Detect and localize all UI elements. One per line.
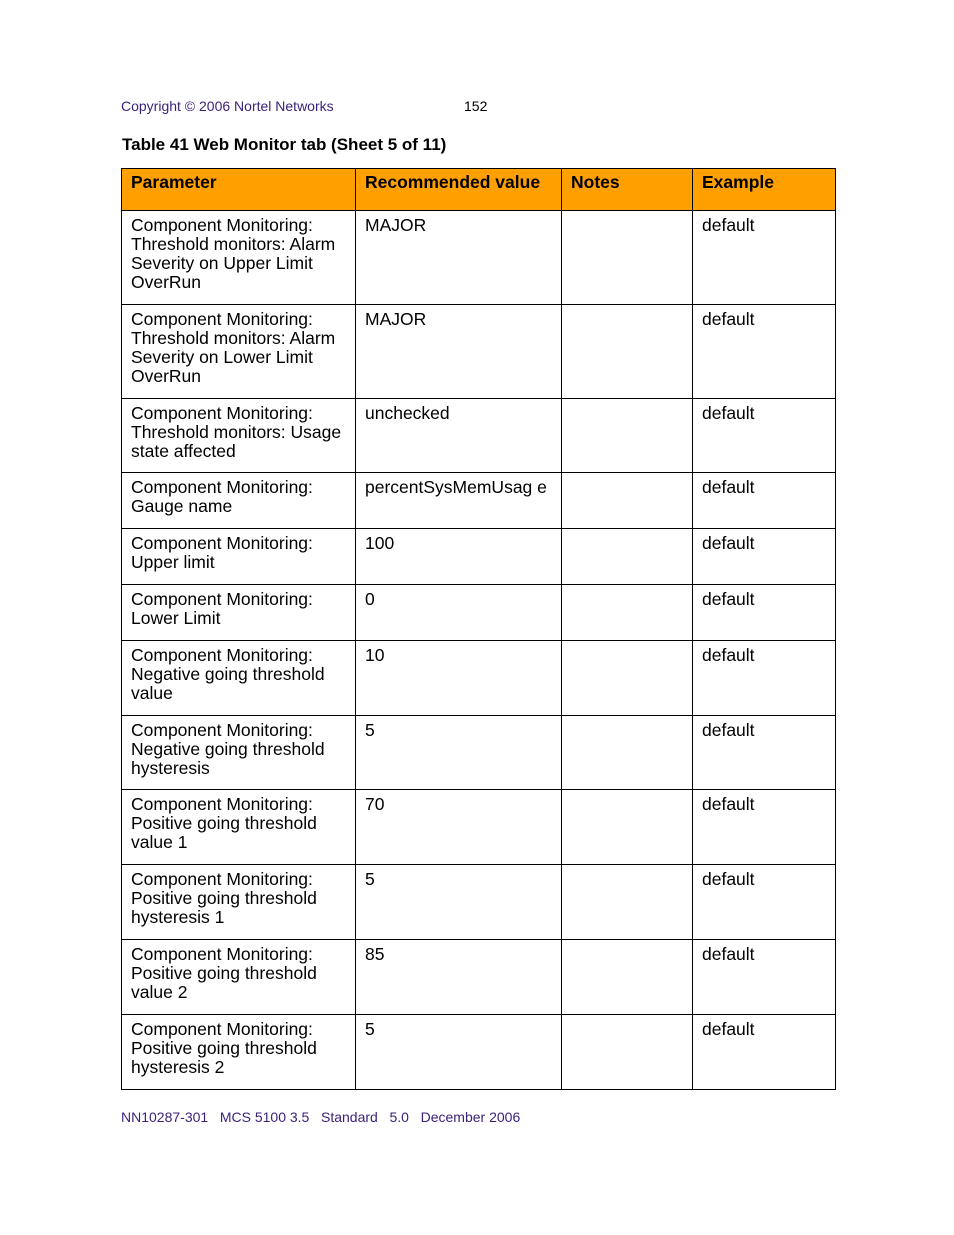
cell-example: default — [693, 1015, 836, 1090]
cell-recommended-value: 5 — [356, 865, 562, 940]
cell-parameter: Component Monitoring: Negative going threshold hysteresis — [122, 716, 356, 790]
page-header — [121, 98, 541, 118]
cell-example: default — [693, 399, 836, 473]
column-header-recommended-value: Recommended value — [356, 169, 562, 211]
cell-recommended-value: 10 — [356, 641, 562, 716]
cell-recommended-value: 5 — [356, 1015, 562, 1090]
cell-parameter: Component Monitoring: Positive going threshold hysteresis 1 — [122, 865, 356, 940]
table-row — [122, 940, 836, 1015]
cell-recommended-value: 5 — [356, 716, 562, 790]
cell-parameter: Component Monitoring: Upper limit — [122, 529, 356, 585]
cell-example: default — [693, 585, 836, 641]
cell-example: default — [693, 211, 836, 305]
table-row — [122, 1015, 836, 1090]
table-row — [122, 211, 836, 305]
table-row — [122, 865, 836, 940]
cell-recommended-value: MAJOR — [356, 305, 562, 399]
column-header-parameter: Parameter — [122, 169, 356, 211]
cell-recommended-value: 85 — [356, 940, 562, 1015]
cell-notes — [562, 305, 693, 399]
cell-parameter: Component Monitoring: Negative going threshold value — [122, 641, 356, 716]
table-row — [122, 641, 836, 716]
cell-parameter: Component Monitoring: Positive going threshold value 1 — [122, 790, 356, 865]
cell-recommended-value: 70 — [356, 790, 562, 865]
table-row — [122, 399, 836, 473]
cell-notes — [562, 211, 693, 305]
cell-example: default — [693, 473, 836, 529]
table-row — [122, 529, 836, 585]
cell-example: default — [693, 716, 836, 790]
table-header-row — [122, 169, 836, 211]
cell-notes — [562, 1015, 693, 1090]
page-footer: NN10287-301 MCS 5100 3.5 Standard 5.0 December 2006 — [121, 1109, 521, 1125]
copyright-text: Copyright © 2006 Nortel Networks — [121, 98, 334, 114]
cell-notes — [562, 399, 693, 473]
cell-example: default — [693, 865, 836, 940]
table-title: Table 41 Web Monitor tab (Sheet 5 of 11) — [122, 135, 447, 154]
cell-example: default — [693, 641, 836, 716]
cell-example: default — [693, 940, 836, 1015]
cell-parameter: Component Monitoring: Positive going threshold value 2 — [122, 940, 356, 1015]
cell-notes — [562, 865, 693, 940]
cell-notes — [562, 585, 693, 641]
cell-recommended-value: MAJOR — [356, 211, 562, 305]
cell-parameter: Component Monitoring: Gauge name — [122, 473, 356, 529]
table-row — [122, 585, 836, 641]
cell-recommended-value: 100 — [356, 529, 562, 585]
web-monitor-table — [121, 168, 836, 1090]
table-row — [122, 716, 836, 790]
cell-recommended-value: percentSysMemUsag e — [356, 473, 562, 529]
table-row — [122, 473, 836, 529]
column-header-example: Example — [693, 169, 836, 211]
cell-parameter: Component Monitoring: Threshold monitors: Alarm Severity on Upper Limit OverRun — [122, 211, 356, 305]
cell-parameter: Component Monitoring: Positive going threshold hysteresis 2 — [122, 1015, 356, 1090]
cell-notes — [562, 641, 693, 716]
cell-notes — [562, 529, 693, 585]
cell-notes — [562, 790, 693, 865]
table-row — [122, 305, 836, 399]
cell-example: default — [693, 305, 836, 399]
cell-parameter: Component Monitoring: Threshold monitors: Usage state affected — [122, 399, 356, 473]
cell-example: default — [693, 790, 836, 865]
table-row — [122, 790, 836, 865]
column-header-notes: Notes — [562, 169, 693, 211]
cell-notes — [562, 940, 693, 1015]
cell-example: default — [693, 529, 836, 585]
cell-notes — [562, 473, 693, 529]
page-number: 152 — [464, 98, 488, 114]
cell-parameter: Component Monitoring: Threshold monitors: Alarm Severity on Lower Limit OverRun — [122, 305, 356, 399]
cell-parameter: Component Monitoring: Lower Limit — [122, 585, 356, 641]
cell-recommended-value: unchecked — [356, 399, 562, 473]
cell-recommended-value: 0 — [356, 585, 562, 641]
cell-notes — [562, 716, 693, 790]
